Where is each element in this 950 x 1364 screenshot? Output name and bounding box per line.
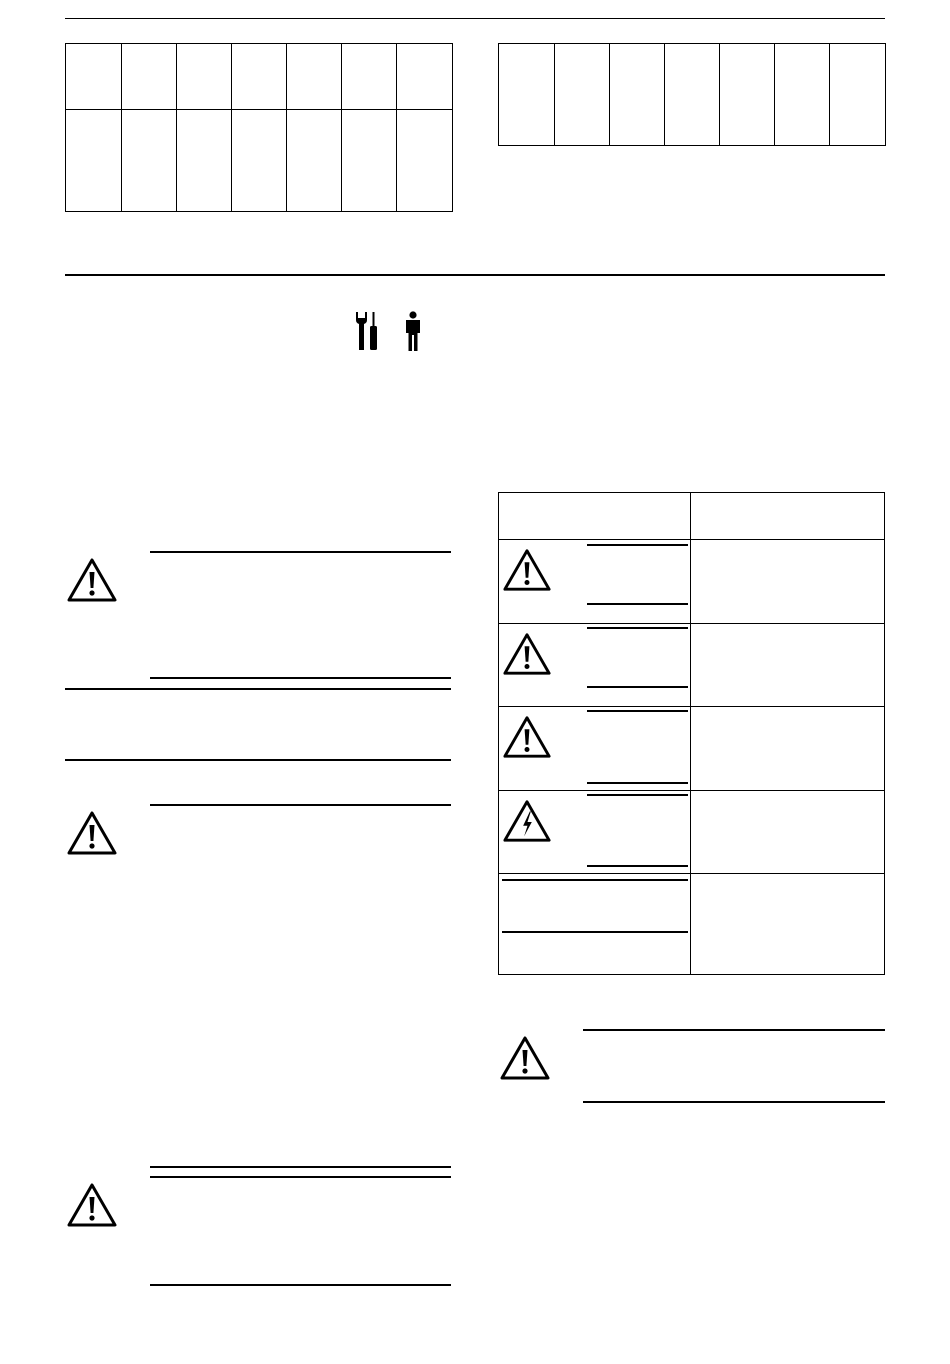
warning-rule-top — [150, 804, 451, 806]
signal-word-rule — [587, 865, 688, 867]
table-cell — [499, 44, 555, 146]
wrench-screwdriver-icon — [354, 312, 380, 350]
table-cell — [122, 110, 177, 212]
signal-word-rule — [587, 710, 688, 712]
table-cell — [555, 44, 610, 146]
divider-rule — [65, 759, 451, 761]
table-cell — [397, 110, 453, 212]
table-cell — [342, 110, 397, 212]
divider-rule — [65, 688, 451, 690]
warning-rule-bottom — [150, 1284, 451, 1286]
right-data-table — [498, 43, 886, 146]
header-rule — [65, 18, 885, 19]
signal-word-rule — [587, 686, 688, 688]
warning-rule-top — [150, 551, 451, 553]
table-row-divider — [498, 623, 885, 624]
table-row — [66, 44, 453, 110]
electrical-hazard-icon — [502, 798, 552, 844]
table-cell — [66, 110, 122, 212]
table-row-divider — [498, 539, 885, 540]
table-row-divider — [498, 873, 885, 874]
table-cell — [287, 110, 342, 212]
warning-triangle-icon — [66, 557, 118, 603]
table-row-divider — [498, 790, 885, 791]
table-cell — [775, 44, 830, 146]
warning-triangle-icon — [502, 714, 552, 760]
warning-triangle-icon — [66, 810, 118, 856]
table-cell — [665, 44, 720, 146]
signal-word-rule — [502, 931, 688, 933]
table-cell — [122, 44, 177, 110]
warning-rule-bottom — [150, 677, 451, 679]
warning-rule-bottom — [583, 1101, 885, 1103]
table-cell — [610, 44, 665, 146]
warning-rule-top — [150, 1166, 451, 1168]
table-cell — [720, 44, 775, 146]
table-cell — [66, 44, 122, 110]
person-icon — [404, 311, 422, 351]
left-data-table — [65, 43, 453, 212]
table-column-divider — [690, 492, 691, 975]
table-cell — [232, 44, 287, 110]
table-cell — [232, 110, 287, 212]
table-cell — [287, 44, 342, 110]
table-row-divider — [498, 706, 885, 707]
warning-triangle-icon — [502, 631, 552, 677]
signal-word-rule — [587, 603, 688, 605]
warning-triangle-icon — [502, 547, 552, 593]
symbols-table — [498, 492, 885, 975]
table-cell — [830, 44, 886, 146]
table-cell — [397, 44, 453, 110]
table-row — [66, 110, 453, 212]
warning-rule-top — [150, 1176, 451, 1178]
signal-word-rule — [587, 782, 688, 784]
table-cell — [342, 44, 397, 110]
signal-word-rule — [587, 544, 688, 546]
section-rule — [65, 274, 885, 276]
table-row — [499, 44, 886, 146]
signal-word-rule — [502, 879, 688, 881]
table-cell — [177, 110, 232, 212]
table-cell — [177, 44, 232, 110]
warning-triangle-icon — [499, 1035, 551, 1081]
signal-word-rule — [587, 627, 688, 629]
warning-rule-top — [583, 1029, 885, 1031]
signal-word-rule — [587, 794, 688, 796]
warning-triangle-icon — [66, 1182, 118, 1228]
